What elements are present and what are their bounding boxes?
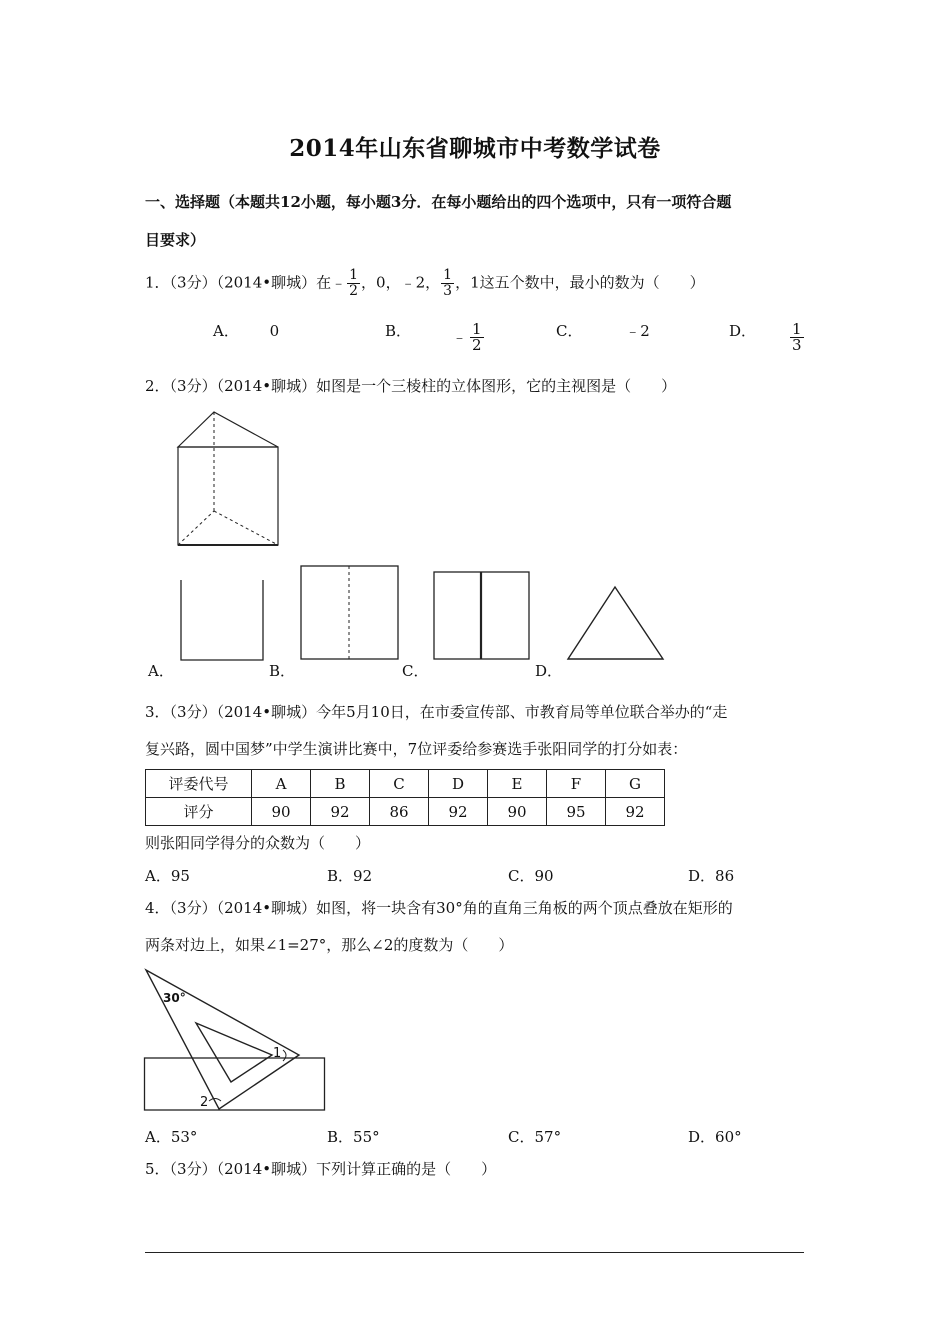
table-cell: 95 — [547, 798, 606, 826]
question-3-stem-line2: 复兴路，圆中国梦”中学生演讲比赛中，7位评委给参赛选手张阳同学的打分如表： — [145, 740, 688, 758]
question-3-question: 则张阳同学得分的众数为（ ） — [145, 834, 371, 852]
q3-option-b[interactable]: B．92 — [327, 867, 373, 885]
table-header-score: 评分 — [146, 798, 252, 826]
table-cell: A — [252, 770, 311, 798]
q1-option-d-value — [789, 322, 805, 353]
q4-option-d[interactable]: D．60° — [688, 1128, 742, 1146]
table-header-judge-code: 评委代号 — [146, 770, 252, 798]
q1-option-b-sign: ﹣ — [452, 327, 468, 346]
q1-option-d-denominator: 3 — [792, 336, 802, 354]
table-row-judges — [146, 770, 665, 798]
q1-option-c[interactable] — [556, 320, 650, 341]
footer-divider — [145, 1252, 804, 1253]
table-cell: 92 — [311, 798, 370, 826]
q1-option-d-fraction — [790, 322, 804, 353]
q2-option-d[interactable]: D． — [535, 662, 563, 680]
q1-option-d[interactable] — [729, 320, 756, 341]
question-1-stem — [145, 268, 705, 299]
table-cell: 92 — [606, 798, 665, 826]
q2-option-c-figure — [433, 571, 531, 661]
table-cell: F — [547, 770, 606, 798]
table-cell: 90 — [252, 798, 311, 826]
q2-option-d-figure — [566, 584, 666, 662]
question-5-stem: 5．（3分）（2014•聊城）下列计算正确的是（ ） — [145, 1160, 497, 1178]
table-cell: 92 — [429, 798, 488, 826]
q4-option-a[interactable]: A．53° — [145, 1128, 198, 1146]
q1-option-c-value: ﹣2 — [625, 322, 650, 340]
q1-option-a-label: A． — [213, 322, 239, 340]
q1-frac2-numerator: 1 — [443, 267, 453, 283]
q3-option-a[interactable]: A．95 — [145, 867, 190, 885]
q1-option-c-label: C． — [556, 322, 583, 340]
table-cell: 90 — [488, 798, 547, 826]
q1-option-d-numerator: 1 — [792, 320, 802, 338]
q1-option-a[interactable] — [213, 320, 279, 341]
q3-option-c[interactable]: C．90 — [508, 867, 554, 885]
q1-frac1-numerator: 1 — [349, 267, 359, 283]
q1-option-b[interactable] — [385, 320, 411, 341]
q1-option-d-label: D． — [729, 322, 757, 340]
q1-frac1-denominator: 2 — [349, 283, 359, 299]
table-cell: C — [370, 770, 429, 798]
q1-option-b-value — [452, 322, 485, 353]
q2-option-a-figure — [180, 580, 265, 662]
table-cell: 86 — [370, 798, 429, 826]
q2-option-a[interactable]: A． — [148, 662, 174, 680]
q4-option-c[interactable]: C．57° — [508, 1128, 562, 1146]
q1-option-b-numerator: 1 — [472, 320, 482, 338]
table-cell: E — [488, 770, 547, 798]
q1-option-b-fraction — [470, 322, 484, 353]
q3-option-d[interactable]: D．86 — [688, 867, 735, 885]
angle-1-label: 1 — [273, 1046, 282, 1061]
q1-frac2-denominator: 3 — [443, 283, 453, 299]
q1-option-b-denominator: 2 — [472, 336, 482, 354]
angle-2-label: 2 — [200, 1095, 209, 1110]
question-2-stem: 2．（3分）（2014•聊城）如图是一个三棱柱的立体图形，它的主视图是（ ） — [145, 377, 677, 395]
page-title: 2014年山东省聊城市中考数学试卷 — [289, 135, 661, 162]
question-3-stem-line1: 3．（3分）（2014•聊城）今年5月10日，在市委宣传部、市教育局等单位联合举办的“走 — [145, 703, 728, 721]
q1-fraction-one-half — [347, 268, 360, 299]
q1-option-b-label: B． — [385, 322, 412, 340]
section-header-line1: 一、选择题（本题共12小题，每小题3分．在每小题给出的四个选项中，只有一项符合题 — [145, 193, 732, 211]
set-square-rectangle-figure — [143, 965, 333, 1115]
angle-30-label: 30° — [163, 991, 186, 1005]
q4-option-b[interactable]: B．55° — [327, 1128, 380, 1146]
question-4-stem-line2: 两条对边上，如果∠1=27°，那么∠2的度数为（ ） — [145, 936, 514, 954]
q1-stem-part-a: 1．（3分）（2014•聊城）在﹣ — [145, 273, 347, 292]
q1-stem-part-b: ，0，﹣2， — [361, 273, 441, 292]
q1-stem-part-c: ，1这五个数中，最小的数为（ ） — [455, 273, 705, 292]
question-4-stem-line1: 4．（3分）（2014•聊城）如图，将一块含有30°角的直角三角板的两个顶点叠放在矩形的 — [145, 899, 733, 917]
q2-option-b-figure — [300, 565, 400, 661]
q1-option-a-value: 0 — [269, 322, 280, 340]
score-table — [145, 769, 665, 826]
table-cell: D — [429, 770, 488, 798]
table-cell: G — [606, 770, 665, 798]
table-cell: B — [311, 770, 370, 798]
triangular-prism-figure — [170, 408, 285, 553]
q2-option-c[interactable]: C． — [402, 662, 429, 680]
section-header-line2: 目要求） — [145, 231, 206, 249]
q2-option-b[interactable]: B． — [269, 662, 296, 680]
q1-fraction-one-third — [441, 268, 454, 299]
table-row-scores — [146, 798, 665, 826]
